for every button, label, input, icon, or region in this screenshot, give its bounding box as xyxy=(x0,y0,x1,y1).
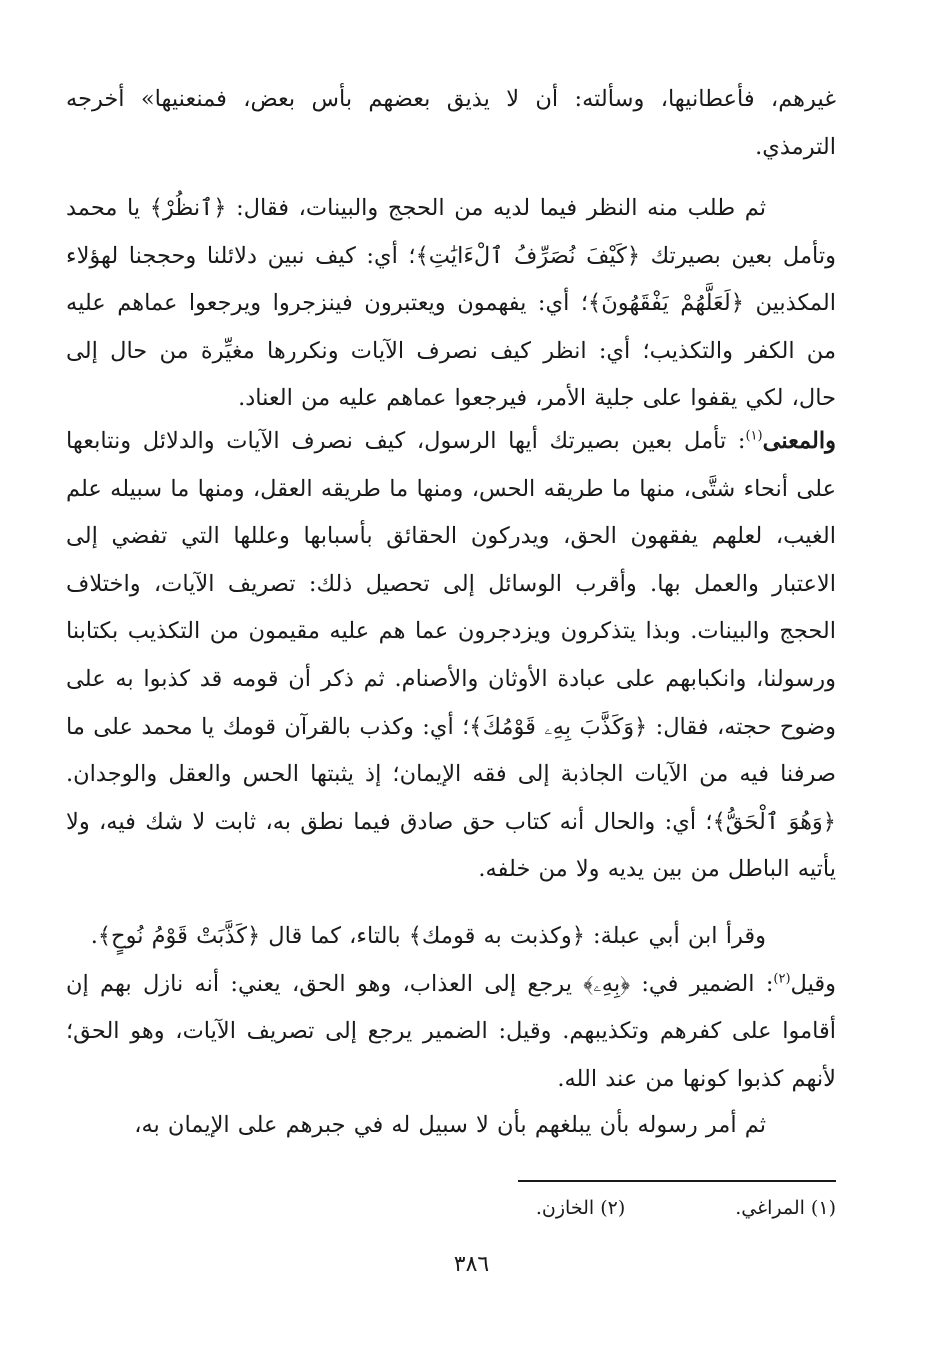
said-lead: وقيل xyxy=(790,970,836,997)
paragraph-command: ثم أمر رسوله بأن يبلغهم بأن لا سبيل له في جبرهم على الإيمان به، xyxy=(134,1112,766,1138)
paragraph-continuation: غيرهم، فأعطانيها، وسألته: أن لا يذيق بعضهم بأس بعض، فمنعنيها» أخرجه الترمذي. xyxy=(66,86,836,160)
said-body: : الضمير في: ﴿بِهِۦ﴾ يرجع إلى العذاب، وهو الحق، يعني: أنه نازل بهم إن أقاموا على كفرهم وتكذيبهم. وقيل: الضمير يرجع إلى تصريف الآيات، وهو الحق؛ لأنهم كذبوا كونها من عند الله. xyxy=(66,970,836,1092)
meaning-lead: والمعنى xyxy=(762,428,836,454)
footnote-2: (٢) الخازن. xyxy=(535,1197,626,1219)
paragraph-look: ثم طلب منه النظر فيما لديه من الحجج والبينات، فقال: ﴿ٱنظُرْ﴾ يا محمد وتأمل بعين بصيرتك ﴿كَيْفَ نُصَرِّفُ ٱلْءَايَٰتِ﴾؛ أي: كيف نبين دلائلنا وحججنا لهؤلاء المكذبين ﴿لَعَلَّهُمْ يَفْقَهُونَ﴾؛ أي: يفهمون ويعتبرون فينزجروا ويرجعوا عماهم عليه من الكفر والتكذيب؛ أي: انظر كيف نصرف الآيات ونكررها مغيِّرة من حال إلى حال، لكي يقفوا على جلية الأمر، فيرجعوا عماهم عليه من العناد. xyxy=(66,195,836,412)
footnote-separator xyxy=(518,1180,836,1182)
page-number: ٣٨٦ xyxy=(453,1252,490,1277)
meaning-body: : تأمل بعين بصيرتك أيها الرسول، كيف نصرف الآيات والدلائل ونتابعها على أنحاء شتَّى، منها ما طريقه الحس، ومنها ما طريقه العقل، ومنها ما سبيله علم الغيب، لعلهم يفقهون الحق، ويدركون الحقائق بأسبابها وعللها التي تفضي إلى الاعتبار والعمل بها. وأقرب الوسائل إلى تحصيل ذلك: تصريف الآيات، واختلاف الحجج والبينات. وبذا يتذكرون ويزدجرون عما هم عليه مقيمون من التكذيب بكتابنا ورسولنا، وانكبابهم على عبادة الأوثان والأصنام. ثم ذكر أن قومه قد كذبوا به على وضوح حجته، فقال: ﴿وَكَذَّبَ بِهِۦ قَوْمُكَ﴾؛ أي: وكذب بالقرآن قومك يا محمد على ما صرفنا فيه من الآيات الجاذبة إلى فقه الإيمان؛ إذ يثبتها الحس والعقل والوجدان. ﴿وَهُوَ ٱلْحَقُّ﴾؛ أي: والحال أنه كتاب حق صادق فيما نطق به، ثابت لا شك فيه، ولا يأتيه الباطل من بين يديه ولا من خلفه. xyxy=(66,428,836,883)
body-text-top xyxy=(66,76,836,171)
footnotes xyxy=(200,1193,836,1223)
footnote-ref-1: (١) xyxy=(745,428,763,444)
body-text-p2 xyxy=(66,185,836,423)
footnote-1: (١) المراغي. xyxy=(735,1197,836,1219)
paragraph-said xyxy=(66,961,836,1104)
paragraph-meaning xyxy=(66,418,836,894)
body-text-p6 xyxy=(66,1102,836,1150)
footnote-ref-2: (٢) xyxy=(773,971,791,987)
paragraph-reading: وقرأ ابن أبي عبلة: ﴿وكذبت به قومك﴾ بالتاء، كما قال ﴿كَذَّبَتْ قَوْمُ نُوحٍ﴾. xyxy=(90,923,766,949)
body-text-p4 xyxy=(66,913,836,1103)
body-text-p3 xyxy=(66,418,836,894)
